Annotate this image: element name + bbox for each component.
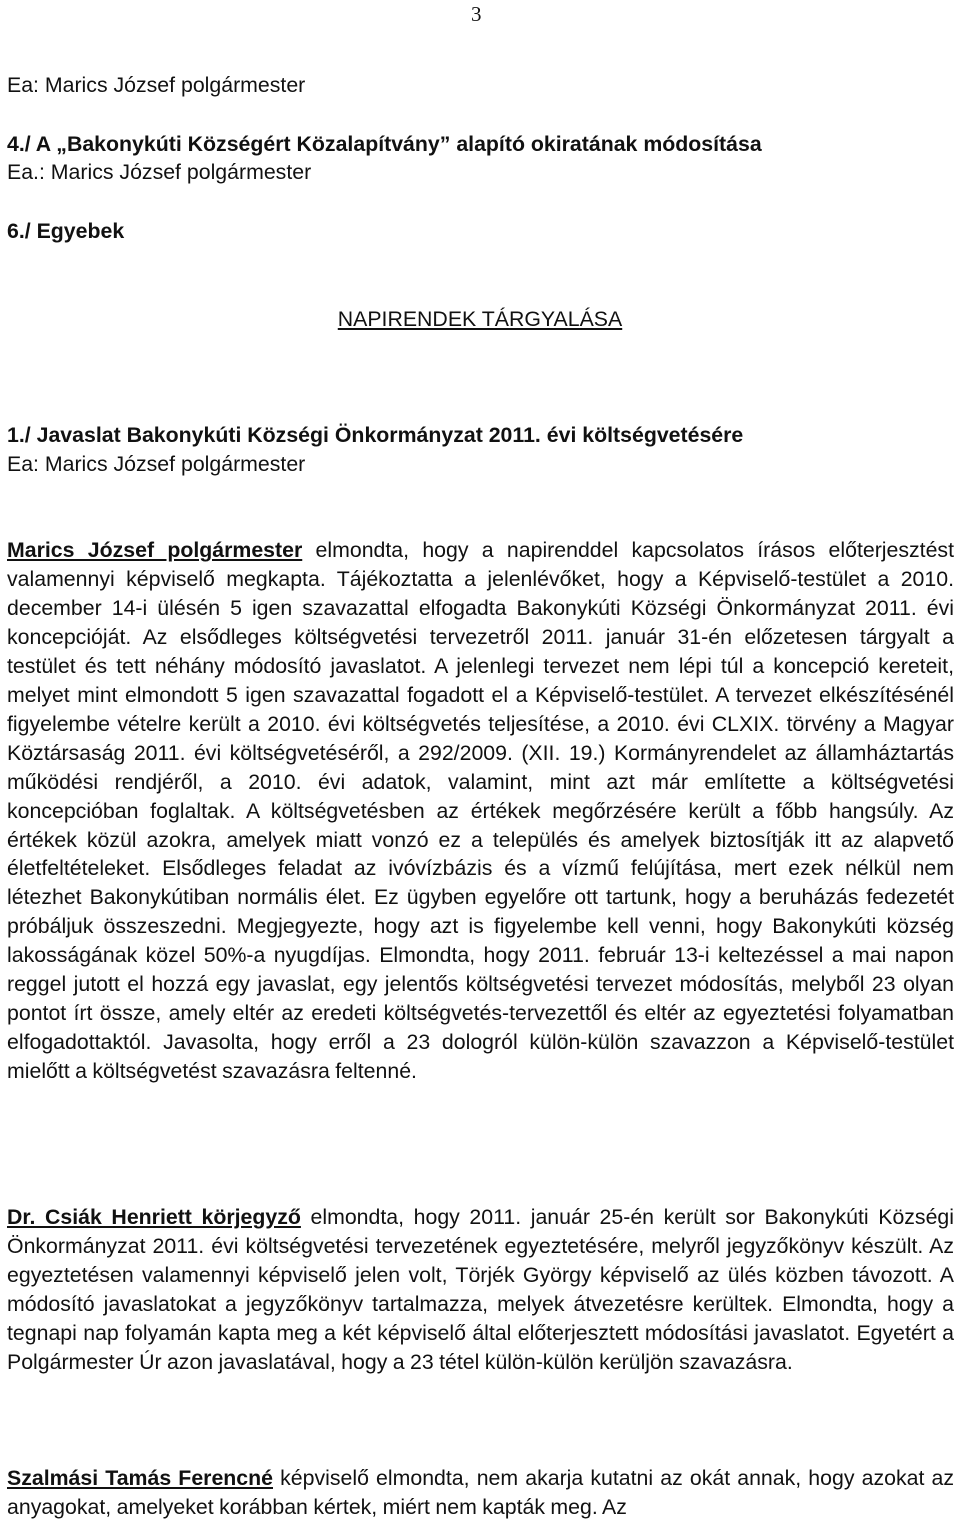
page-number: 3 <box>471 2 482 26</box>
agenda-item-4-title: 4./ A „Bakonykúti Községért Közalapítvány” alapító okiratának módosítása <box>7 132 762 156</box>
agenda-item-4-presenter: Ea.: Marics József polgármester <box>7 160 312 184</box>
paragraph-representative <box>7 1464 954 1522</box>
paragraph-mayor <box>7 536 954 1086</box>
paragraph-text: elmondta, hogy a napirenddel kapcsolatos írásos előterjesztést valamennyi képviselő megkapta. Tájékoztatta a jelenlévőket, hogy a Képviselő-testület a 2010. december 14-i ülésén 5 igen szavazattal elfogadta Bakonykúti Községi Önkormányzat 2011. évi koncepcióját. Az elsődleges költségvetési tervezetről 2011. január 31-én előzetesen tárgyalt a testület és tett néhány módosító javaslatot. A jelenlegi tervezet nem lépi túl a koncepció kereteit, melyet mint elmondott 5 igen szavazattal fogadott el a Képviselő-testület. A tervezet elkészítésénél figyelembe vételre került a 2010. évi költségvetés teljesítése, a 2010. évi CLXIX. törvény a Magyar Köztársaság 2011. évi költségvetéséről, a 292/2009. (XII. 19.) Kormányrendelet az államháztartás működési rendjéről, a 2010. évi adatok, valamint, mint azt már említette a költségvetési koncepcióban foglaltak. A költségvetésben az értékek megőrzésére került a főbb hangsúly. Az értékek közül azokra, amelyek miatt vonzó ez a település és amelyek biztosítják itt az alapvető életfeltételeket. Elsődleges feladat az ivóvízbázis és a vízmű felújítása, mert ezek nélkül nem létezhet Bakonykútiban normális élet. Ez ügyben egyelőre ott tartunk, hogy a beruházás fedezetét próbáljuk összeszedni. Megjegyezte, hogy azt is figyelembe kell venni, hogy Bakonykúti község lakosságának közel 50%-a nyugdíjas. Elmondta, hogy 2011. február 13-i keltezéssel a mai napon reggel jutott el hozzá egy javaslat, egy jelentős költségvetési tervezet módosítás, melyből 23 olyan pontot írt össze, amely eltér az eredeti költségvetés-tervezettől és eltér az egyeztetési folyamatban elfogadottaktól. Javasolta, hogy erről a 23 dologról külön-külön szavazzon a Képviselő-testület mielőtt a költségvetést szavazásra feltenné. <box>7 538 954 1084</box>
item-1-title: 1./ Javaslat Bakonykúti Községi Önkormányzat 2011. évi költségvetésére <box>7 423 744 447</box>
item-1-presenter: Ea: Marics József polgármester <box>7 452 306 476</box>
section-heading-text: NAPIRENDEK TÁRGYALÁSA <box>337 307 623 331</box>
paragraph-text: elmondta, hogy 2011. január 25-én került sor Bakonykúti Községi Önkormányzat 2011. évi költségvetési tervezetének egyeztetésére, melyről jegyzőkönyv készült. Az egyeztetésen valamennyi képviselő jelen volt, Törjék György képviselő az ülés közben távozott. A módosító javaslatokat a jegyzőkönyv tartalmazza, melyek átvezetésre kerültek. Elmondta, hogy a tegnapi nap folyamán kapta meg a két képviselő által előterjesztett módosítási javaslatot. Egyetért a Polgármester Úr azon javaslatával, hogy a 23 tétel külön-külön kerüljön szavazásra. <box>7 1205 955 1374</box>
paragraph-text: képviselő elmondta, nem akarja kutatni az okát annak, hogy azokat az anyagokat, amelyeket korábban kértek, miért nem kapták meg. Az <box>7 1466 954 1519</box>
speaker-name: Szalmási Tamás Ferencné <box>7 1466 273 1490</box>
agenda-item-6-title: 6./ Egyebek <box>7 219 125 243</box>
speaker-name: Marics József polgármester <box>7 538 303 562</box>
speaker-name: Dr. Csiák Henriett körjegyző <box>7 1205 301 1229</box>
agenda-presenter: Ea: Marics József polgármester <box>7 73 306 97</box>
section-heading <box>0 307 960 331</box>
paragraph-notary <box>7 1203 954 1377</box>
